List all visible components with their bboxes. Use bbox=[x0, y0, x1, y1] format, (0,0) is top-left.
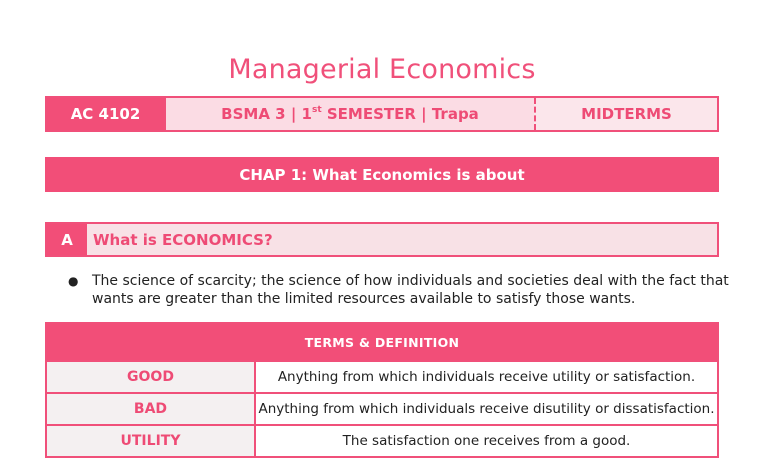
section-heading bbox=[45, 222, 719, 257]
program-info-pre: BSMA 3 | 1 bbox=[221, 105, 312, 123]
table-header-row bbox=[46, 323, 718, 361]
document-title: Managerial Economics bbox=[228, 54, 536, 85]
definition-cell: Anything from which individuals receive utility or satisfaction. bbox=[255, 361, 718, 393]
program-info-sup: st bbox=[311, 105, 322, 115]
definition-cell: Anything from which individuals receive disutility or dissatisfaction. bbox=[255, 393, 718, 425]
term-cell: UTILITY bbox=[46, 425, 255, 457]
terms-table bbox=[45, 322, 719, 458]
term-cell: BAD bbox=[46, 393, 255, 425]
chapter-banner: CHAP 1: What Economics is about bbox=[45, 157, 719, 192]
program-info-post: SEMESTER | Trapa bbox=[321, 105, 479, 123]
table-row bbox=[46, 425, 718, 457]
course-code: AC 4102 bbox=[47, 98, 164, 130]
table-row bbox=[46, 393, 718, 425]
section-letter: A bbox=[47, 224, 87, 255]
table-header: TERMS & DEFINITION bbox=[46, 323, 718, 361]
table-row bbox=[46, 361, 718, 393]
term-cell: GOOD bbox=[46, 361, 255, 393]
term-label: MIDTERMS bbox=[534, 98, 717, 130]
bullet-icon: ● bbox=[68, 274, 79, 288]
program-info bbox=[164, 98, 534, 130]
definition-cell: The satisfaction one receives from a good. bbox=[255, 425, 718, 457]
course-header bbox=[45, 96, 719, 132]
bullet-text: The science of scarcity; the science of how individuals and societies deal with the fact that wants are greater than the limited resources available to satisfy those wants. bbox=[92, 273, 729, 307]
section-title: What is ECONOMICS? bbox=[87, 224, 717, 255]
